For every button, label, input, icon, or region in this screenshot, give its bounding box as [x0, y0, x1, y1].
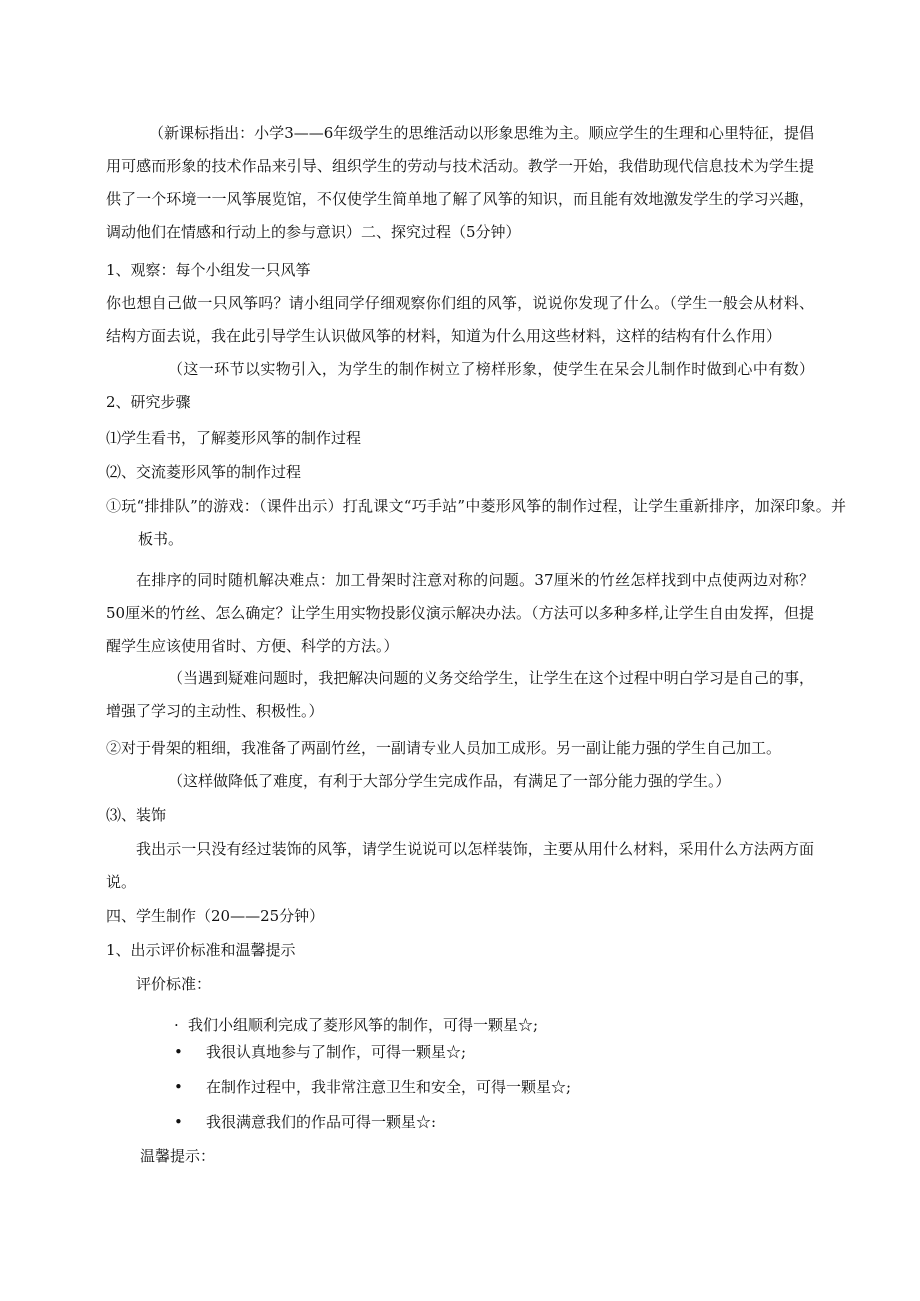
paragraph-difficulty-note: （这样做降低了难度，有利于大部分学生完成作品，有满足了一部分能力强的学生。）: [168, 772, 731, 790]
section-heading-student-making: 四、学生制作（20——25分钟）: [106, 907, 325, 925]
paragraph-curriculum-note: （新课标指出：小学3——6年级学生的思维活动以形象思维为主。顺应学生的生理和心里特征，提倡用可感而形象的技术作品来引导、组织学生的劳动与技术活动。教学一开始，我借助现代信息技术为学生提供了一个环境一一风筝展览馆，不仅使学生简单地了解了风筝的知识，而且能有效地激发学生的学习兴趣，调动他们在情感和行动上的参与意识）二、探究过程（5分钟）: [106, 124, 814, 241]
paragraph-decoration-text: 我出示一只没有经过装饰的风筝，请学生说说可以怎样装饰，主要从用什么材料，采用什么方法两方面说。: [106, 840, 814, 891]
paragraph-evaluation-label: 评价标准：: [136, 975, 212, 993]
bullet-icon: •: [174, 1113, 183, 1131]
paragraph-step-exchange: ⑵、交流菱形风筝的制作过程: [106, 463, 302, 481]
paragraph-ordering-game: ①玩“排排队”的游戏：（课件出示）打乱课文“巧手站”中菱形风筝的制作过程，让学生重新排序，加深印象。并板书。: [106, 497, 846, 548]
criteria-text: 我很认真地参与了制作，可得一颗星☆;: [206, 1043, 467, 1061]
criteria-text: 我们小组顺利完成了菱形风筝的制作，可得一颗星☆;: [188, 1016, 539, 1034]
bullet-icon: ·: [174, 1016, 179, 1034]
criteria-text: 在制作过程中，我非常注意卫生和安全，可得一颗星☆;: [206, 1078, 572, 1096]
criteria-text: 我很满意我们的作品可得一颗星☆:: [206, 1113, 437, 1131]
paragraph-problem-note: （当遇到疑难问题时，我把解决问题的义务交给学生，让学生在这个过程中明白学习是自己的事，增强了学习的主动性、积极性。）: [106, 669, 814, 720]
criteria-item: [174, 1042, 774, 1062]
paragraph-observe-question: 你也想自己做一只风筝吗？请小组同学仔细观察你们组的风筝，说说你发现了什么。（学生一般会从材料、结构方面去说，我在此引导学生认识做风筝的材料，知道为什么用这些材料，这样的结构有什么作用）: [106, 294, 814, 345]
paragraph-tips-label: 温馨提示：: [140, 1147, 216, 1165]
criteria-item: [174, 1112, 774, 1132]
paragraph-difficulty: 在排序的同时随机解决难点：加工骨架时注意对称的问题。37厘米的竹丝怎样找到中点使两边对称？50厘米的竹丝、怎么确定？让学生用实物投影仪演示解决办法。（方法可以多种多样,让学生自由发挥，但提醒学生应该使用省时、方便、科学的方法。）: [106, 571, 814, 655]
criteria-item: [174, 1015, 774, 1035]
bullet-icon: •: [174, 1078, 183, 1096]
paragraph-step-read-book: ⑴学生看书，了解菱形风筝的制作过程: [106, 429, 362, 447]
paragraph-material-note: （这一环节以实物引入，为学生的制作树立了榜样形象，使学生在呆会儿制作时做到心中有数）2、研究步骤: [106, 360, 814, 411]
paragraph-evaluation-heading: 1、出示评价标准和温馨提示: [106, 941, 296, 959]
paragraph-observe-heading: 1、观察：每个小组发一只风筝: [106, 261, 311, 279]
paragraph-decoration-heading: ⑶、装饰: [106, 806, 167, 824]
criteria-item: [174, 1077, 774, 1097]
paragraph-frame-thickness: ②对于骨架的粗细，我准备了两副竹丝，一副请专业人员加工成形。另一副让能力强的学生自己加工。: [106, 739, 782, 757]
bullet-icon: •: [174, 1043, 183, 1061]
